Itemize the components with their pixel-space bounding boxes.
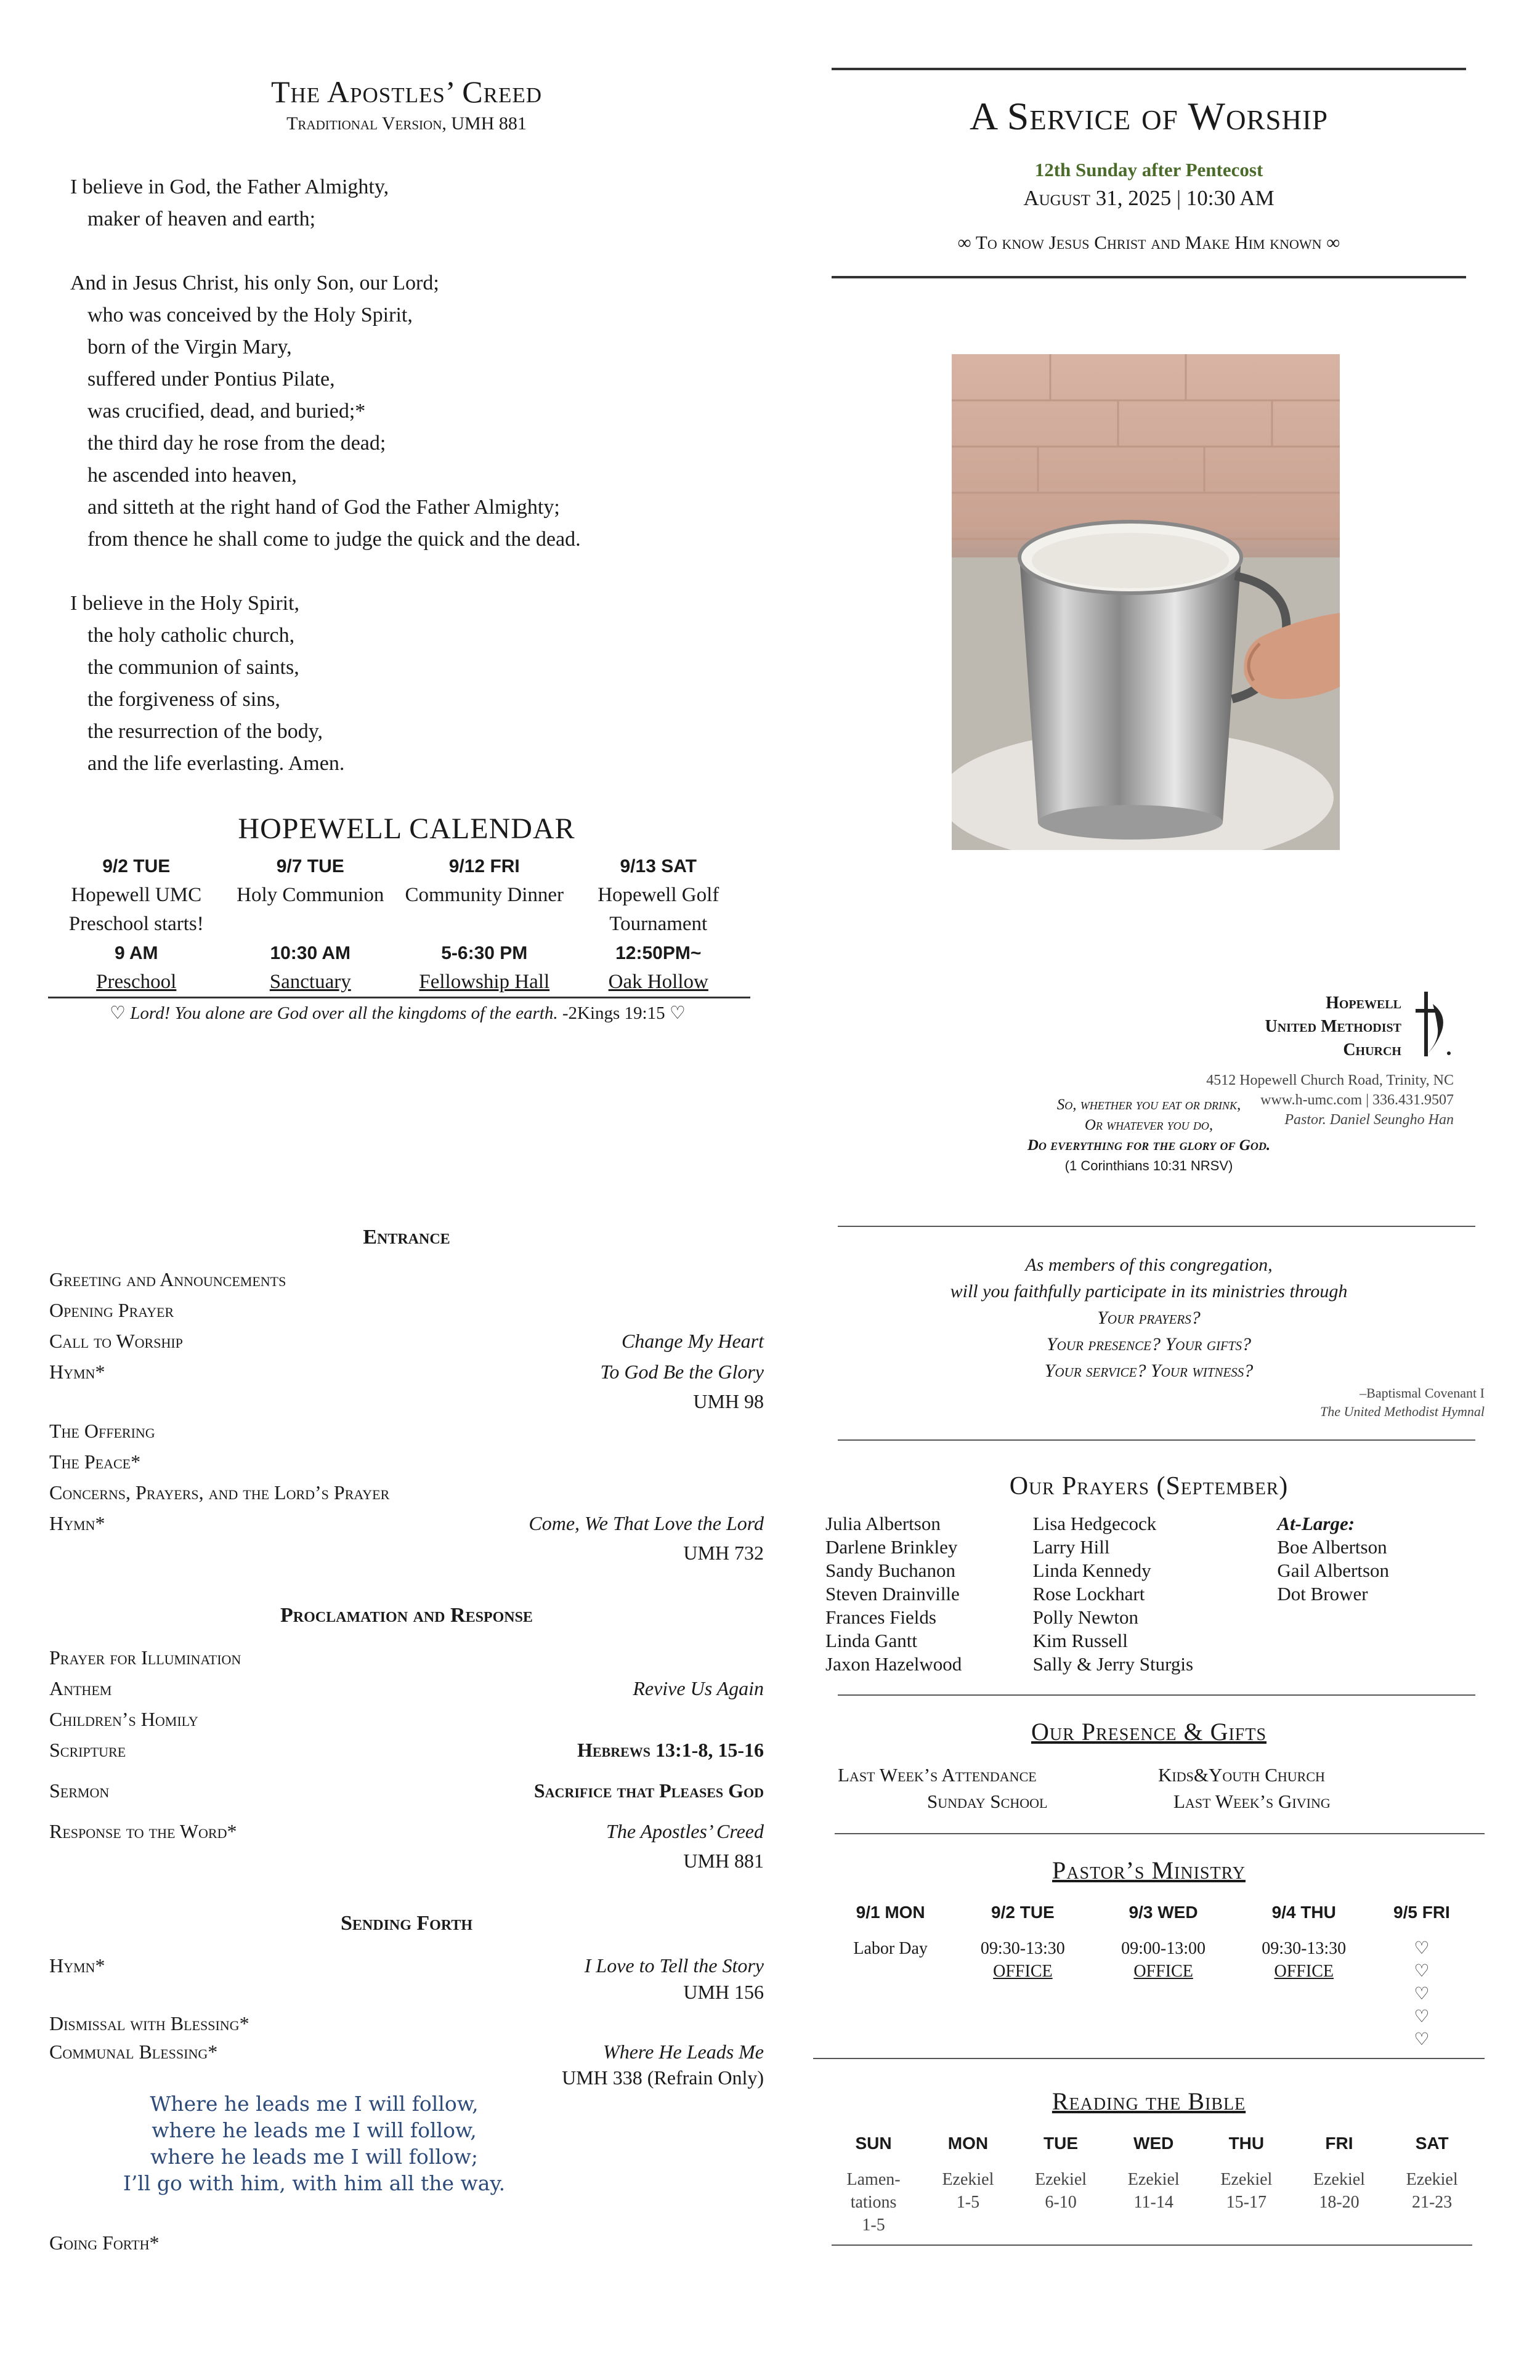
- worship-item: Hymn* I Love to Tell the Story: [49, 1954, 764, 1977]
- creed-stanza-1: I believe in God, the Father Almighty, maker of heaven and earth;: [70, 176, 389, 230]
- event-time: 12:50PM~: [615, 943, 702, 963]
- divider: [832, 276, 1466, 278]
- hymn-number: UMH 732: [683, 1542, 764, 1564]
- ministry-cell: Labor Day: [853, 1939, 928, 1958]
- worship-item: Going Forth*: [49, 2232, 160, 2254]
- calendar-event: 9/2 TUE Hopewell UMC Preschool starts!: [68, 856, 204, 935]
- presence-title: Our Presence & Gifts: [1031, 1718, 1267, 1746]
- worship-item: The Offering: [49, 1420, 155, 1442]
- bible-reading-title: Reading the Bible: [1052, 2087, 1246, 2115]
- info-panel: [813, 1226, 1485, 2334]
- worship-item: Children’s Homily: [49, 1708, 198, 1730]
- creed-stanza-2: And in Jesus Christ, his only Son, our Lord; who was conceived by the Holy Spirit, born of the Virgin Mary, suffered under Pontius Pilate, was crucified, dead, and buried;* the third day he rose from the dead; he ascended into heaven, and sitteth at the right hand of God the Father Almighty; from thence he shall come to judge the quick and the dead.: [70, 272, 581, 551]
- worship-item: Response to the Word* The Apostles’ Creed: [49, 1820, 764, 1842]
- church-address: 4512 Hopewell Church Road, Trinity, NC: [1206, 1072, 1454, 1088]
- heart-icon: ♡: [1414, 1962, 1430, 1981]
- heart-icon: ♡: [1414, 2030, 1430, 2049]
- worship-item: Opening Prayer: [49, 1299, 174, 1321]
- creed-panel: [49, 74, 764, 1158]
- covenant-source: –Baptismal Covenant I The United Methodist Hymnal: [1319, 1385, 1485, 1419]
- bible-reading-table: SUN MON TUE WED THU FRI SAT Lamen- tations 1-5 Ezekiel 1-5 Ezekiel 6-10 Ezekiel 11-14 Ezekiel 15-17 Ezekiel 18-20 Ezekiel 21-23: [825, 2131, 1478, 2237]
- cross-and-flame-icon: [1411, 992, 1454, 1059]
- entrance-items: [49, 1264, 764, 1567]
- hymn-number: UMH 338 (Refrain Only): [562, 2066, 764, 2089]
- service-date: August 31, 2025 | 10:30 AM: [1023, 186, 1275, 210]
- cover-title: A Service of Worship: [970, 94, 1328, 138]
- worship-item-scripture: Scripture Hebrews 13:1-8, 15-16: [49, 1739, 764, 1761]
- worship-item: The Peace*: [49, 1451, 141, 1473]
- church-info-block: [1206, 992, 1454, 1130]
- heart-icon: ♡: [1414, 2007, 1430, 2026]
- worship-item: Call to Worship Change My Heart: [49, 1330, 764, 1352]
- event-time: 5-6:30 PM: [441, 943, 528, 963]
- ministry-cell: 09:30-13:30 OFFICE: [1262, 1939, 1347, 1981]
- calendar-event: 9/12 FRI Community Dinner: [405, 856, 564, 906]
- prayers-title: Our Prayers (September): [1009, 1472, 1289, 1500]
- ministry-cell: 09:00-13:00 OFFICE: [1121, 1939, 1206, 1981]
- cover-verse: So, whether you eat or drink, Or whatever you do, Do everything for the glory of God. (1 Corinthians 10:31 NRSV): [1027, 1096, 1271, 1173]
- heart-icon: ♡: [1414, 1939, 1430, 1958]
- order-of-worship: [49, 1226, 764, 2334]
- creed-stanza-3: I believe in the Holy Spirit, the holy catholic church, the communion of saints, the forgiveness of sins, the resurrection of the body, and the life everlasting. Amen.: [70, 592, 345, 775]
- church-contact: www.h-umc.com | 336.431.9507: [1260, 1092, 1454, 1108]
- divider: [832, 2244, 1472, 2246]
- reading-cell: Lamen- tations 1-5: [846, 2170, 901, 2235]
- pastor-ministry-title: Pastor’s Ministry: [1052, 1856, 1246, 1884]
- baptismal-covenant: As members of this congregation, will you faithfully participate in its ministries through Your prayers? Your presence? Your gifts? Your service? Your witness?: [950, 1255, 1348, 1381]
- event-time: 10:30 AM: [270, 943, 351, 963]
- cover-photo-flour-sifter: [952, 354, 1340, 850]
- divider: [813, 2058, 1485, 2059]
- hymn-number: UMH 881: [683, 1850, 764, 1872]
- pastor-name: Pastor. Daniel Seungho Han: [1284, 1112, 1454, 1128]
- reading-cell: Ezekiel 21-23: [1406, 2170, 1458, 2212]
- creed-text: [49, 171, 764, 780]
- worship-item: Greeting and Announcements: [49, 1268, 286, 1290]
- section-heading-entrance: Entrance: [363, 1226, 450, 1249]
- hymn-number: UMH 156: [683, 1981, 764, 2003]
- event-place: Sanctuary: [269, 971, 351, 993]
- worship-item: Concerns, Prayers, and the Lord’s Prayer: [49, 1481, 390, 1504]
- event-place: Fellowship Hall: [419, 971, 550, 993]
- prayer-list: [813, 1512, 1485, 1676]
- divider: [838, 1439, 1475, 1441]
- worship-item-sermon: Sermon Sacrifice that Pleases God: [49, 1779, 764, 1802]
- divider: [835, 1833, 1485, 1834]
- liturgical-occasion: 12th Sunday after Pentecost: [1034, 159, 1263, 180]
- calendar-event: 9/13 SAT Hopewell Golf Tournament: [598, 856, 719, 935]
- heart-icon: ♡: [1414, 1985, 1430, 2004]
- divider: [832, 68, 1466, 70]
- proclamation-items: [49, 1642, 764, 1875]
- ministry-cell: 09:30-13:30 OFFICE: [980, 1939, 1065, 1981]
- event-time: 9 AM: [114, 943, 158, 963]
- prayer-column-2: Lisa Hedgecock Larry Hill Linda Kennedy Rose Lockhart Polly Newton Kim Russell Sally & Jerry Sturgis: [1032, 1513, 1194, 1675]
- reading-cell: Ezekiel 18-20: [1313, 2170, 1365, 2212]
- creed-title: The Apostles’ Creed: [270, 75, 543, 109]
- calendar-table: [49, 852, 745, 997]
- refrain-lyrics: Where he leads me I will follow, where he leads me I will follow, where he leads me I will follow; I’ll go with him, with him all the way.: [123, 2092, 506, 2195]
- reading-cell: Ezekiel 11-14: [1127, 2170, 1180, 2212]
- reading-cell: Ezekiel 6-10: [1035, 2170, 1087, 2212]
- divider: [838, 1226, 1475, 1227]
- section-heading-proclamation: Proclamation and Response: [280, 1604, 533, 1627]
- presence-block: Last Week’s Attendance Sunday School Kids&Youth Church Last Week’s Giving: [838, 1764, 1331, 1812]
- calendar-event: 9/7 TUE Holy Communion: [237, 856, 384, 906]
- divider: [838, 1694, 1475, 1696]
- worship-item: Anthem Revive Us Again: [49, 1677, 764, 1699]
- prayer-column-1: Julia Albertson Darlene Brinkley Sandy Buchanon Steven Drainville Frances Fields Linda Gantt Jaxon Hazelwood: [825, 1513, 962, 1675]
- sending-items: [49, 1950, 764, 2258]
- pastor-ministry-table: 9/1 MON 9/2 TUE 9/3 WED 9/4 THU 9/5 FRI Labor Day 09:30-13:30 OFFICE 09:00-13:00 OFFICE 09:30-13:30 OFFICE ♡ ♡ ♡ ♡ ♡: [829, 1900, 1469, 2052]
- worship-item: Dismissal with Blessing*: [49, 2012, 249, 2034]
- church-name: Hopewell United Methodist Church: [1265, 994, 1401, 1059]
- worship-item: Hymn* Come, We That Love the Lord: [49, 1512, 764, 1534]
- event-place: Preschool: [96, 971, 177, 993]
- event-place: Oak Hollow: [608, 971, 708, 993]
- worship-item: Communal Blessing* Where He Leads Me: [49, 2041, 764, 2063]
- creed-subtitle: Traditional Version, UMH 881: [286, 113, 527, 134]
- worship-item: Prayer for Illumination: [49, 1646, 241, 1669]
- calendar-title: HOPEWELL CALENDAR: [238, 812, 575, 845]
- reading-cell: Ezekiel 15-17: [1220, 2170, 1273, 2212]
- reading-cell: Ezekiel 1-5: [942, 2170, 994, 2212]
- prayer-column-3: At-Large: Boe Albertson Gail Albertson Dot Brower: [1277, 1513, 1390, 1605]
- section-heading-sending: Sending Forth: [340, 1912, 473, 1935]
- church-motto: ∞ To know Jesus Christ and Make Him known ∞: [957, 232, 1340, 253]
- cover-panel: [832, 68, 1466, 1173]
- worship-item: Hymn* To God Be the Glory: [49, 1361, 764, 1383]
- hymn-number: UMH 98: [693, 1390, 764, 1412]
- ministry-cell: [1374, 1937, 1469, 2052]
- calendar-footer-verse: ♡ Lord! You alone are God over all the kingdoms of the earth. -2Kings 19:15 ♡: [48, 997, 750, 1024]
